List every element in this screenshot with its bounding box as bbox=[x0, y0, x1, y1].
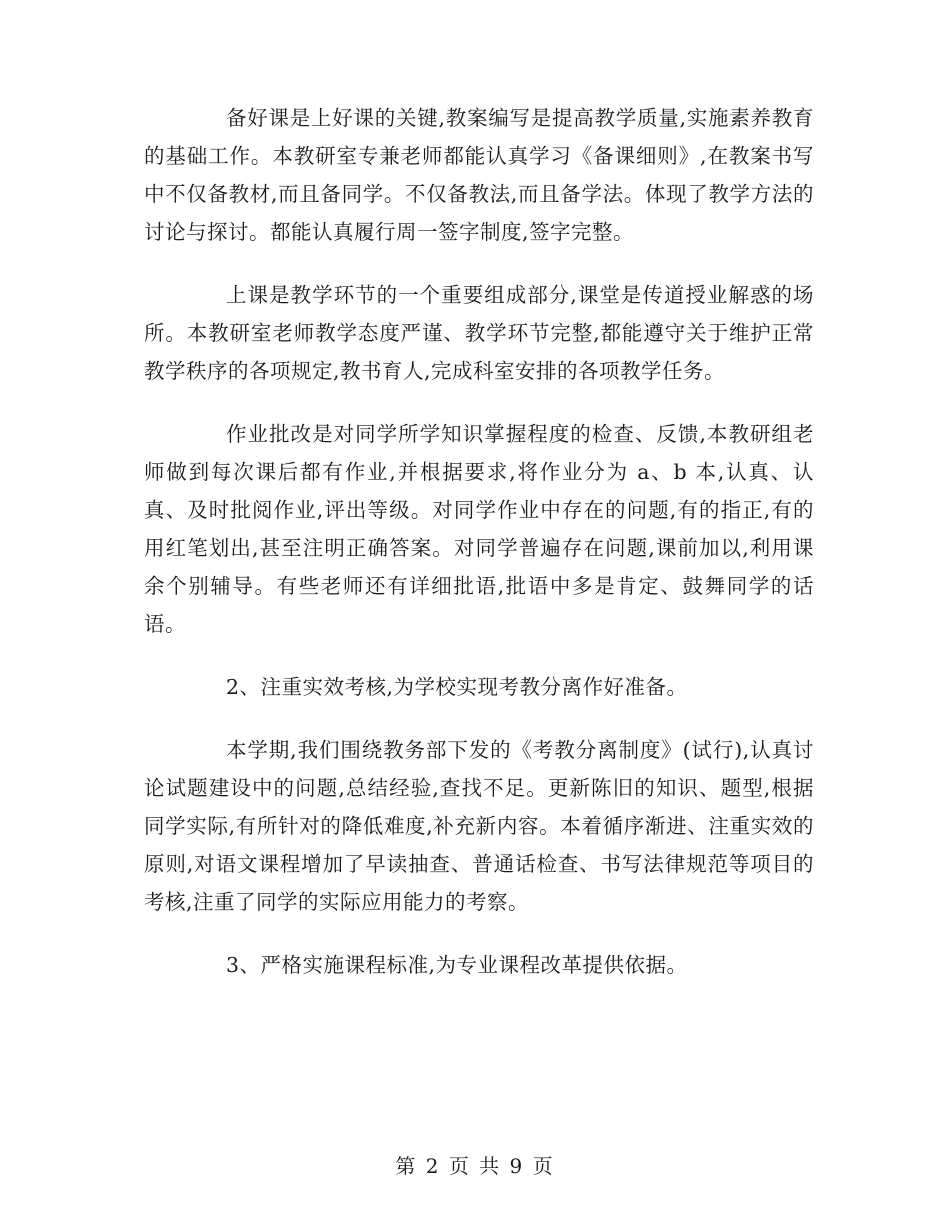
section-heading-curriculum-standard: 3、严格实施课程标准,为专业课程改革提供依据。 bbox=[226, 953, 688, 977]
paragraph-lesson-preparation: 备好课是上好课的关键,教案编写是提高教学质量,实施素养教育的基础工作。本教研室专兼老师都能认真学习《备课细则》,在教案书写中不仅备教材,而且备同学。不仅备教法,而且备学法。体现了教学方法的讨论与探讨。都能认真履行周一签字制度,签字完整。 bbox=[144, 106, 814, 244]
paragraph-exam-separation: 本学期,我们围绕教务部下发的《考教分离制度》(试行),认真讨论试题建设中的问题,总结经验,查找不足。更新陈旧的知识、题型,根据同学实际,有所针对的降低难度,补充新内容。本着循序渐进、注重实效的原则,对语文课程增加了早读抽查、普通话检查、书写法律规范等项目的考核,注重了同学的实际应用能力的考察。 bbox=[144, 738, 814, 914]
page-number-footer: 第 2 页 共 9 页 bbox=[395, 1154, 555, 1178]
paragraph-homework-correction: 作业批改是对同学所学知识掌握程度的检查、反馈,本教研组老师做到每次课后都有作业,并根据要求,将作业分为 a、b 本,认真、认真、及时批阅作业,评出等级。对同学作业中存在的问题,有的指正,有的用红笔划出,甚至注明正确答案。对同学普遍存在问题,课前加以,利用课余个别辅导。有些老师还有详细批语,批语中多是肯定、鼓舞同学的话语。 bbox=[144, 422, 814, 636]
section-heading-assessment: 2、注重实效考核,为学校实现考教分离作好准备。 bbox=[226, 675, 688, 699]
paragraph-classroom-teaching: 上课是教学环节的一个重要组成部分,课堂是传道授业解惑的场所。本教研室老师教学态度严谨、教学环节完整,都能遵守关于维护正常教学秩序的各项规定,教书育人,完成科室安排的各项教学任务。 bbox=[144, 283, 814, 383]
document-body bbox=[144, 99, 814, 984]
